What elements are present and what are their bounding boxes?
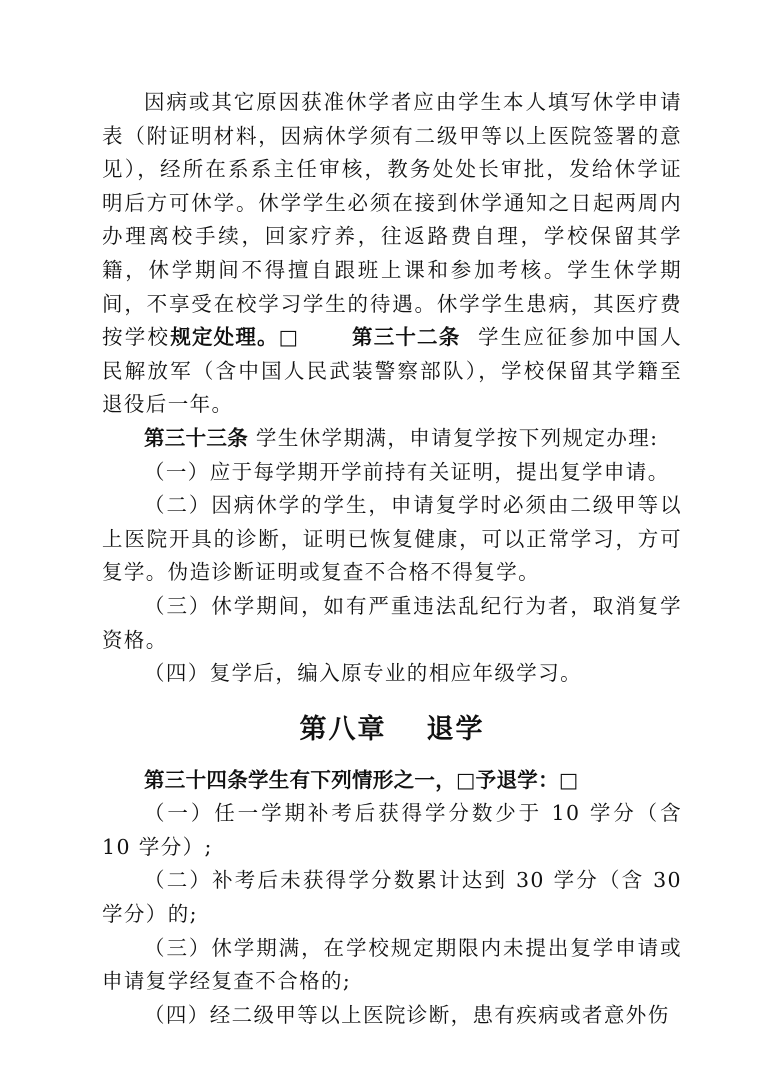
article-34-item-1: （一）任一学期补考后获得学分数少于 10 学分（含 10 学分）; [102, 801, 682, 859]
article-33-item-1: （一）应于每学期开学前持有关证明，提出复学申请。 [144, 459, 670, 484]
article-33-text: 学生休学期满，申请复学按下列规定办理: [255, 425, 659, 450]
article-34-item-2: （二）补考后未获得学分数累计达到 30 学分（含 30 学分）的; [102, 868, 682, 927]
article-34-item-3: （三）休学期满，在学校规定期限内未提出复学申请或申请复学经复查不合格的; [102, 935, 682, 994]
paragraph-suspension-procedure [102, 86, 682, 422]
article-33-item-3: （三）休学期间，如有严重违法乱纪行为者，取消复学资格。 [102, 593, 682, 652]
chapter-heading [102, 710, 682, 750]
article-34-item-4: （四）经二级甲等以上医院诊断，患有疾病或者意外伤 [144, 1002, 670, 1027]
article-32-title: 第三十二条 [351, 325, 461, 350]
suspension-procedure-end: 规定处理。□ [170, 325, 300, 350]
article-33-heading [102, 422, 682, 456]
suspension-procedure-text: 因病或其它原因获准休学者应由学生本人填写休学申请表（附证明材料，因病休学须有二级甲等以上医院签署的意见），经所在系系主任审核，教务处处长审批，发给休学证明后方可休学。休学学生必须在接到休学通知之日起两周内办理离校手续，回家疗养，往返路费自理，学校保留其学籍，休学期间不得擅自跟班上课和参加考核。学生休学期间，不享受在校学习学生的待遇。休学学生患病，其医疗费按学校 [102, 90, 682, 350]
chapter-title: 退学 [426, 713, 485, 745]
article-33-item-2: （二）因病休学的学生，申请复学时必须由二级甲等以上医院开具的诊断，证明已恢复健康，可以正常学习，方可复学。伪造诊断证明或复查不合格不得复学。 [102, 493, 682, 585]
article-34-title: 第三十四条学生有下列情形之一，□予退学：□ [144, 767, 579, 792]
article-33-item-4: （四）复学后，编入原专业的相应年级学习。 [144, 661, 582, 686]
document-page [102, 86, 682, 1032]
article-32-text: 学生应征参加中国人民解放军（含中国人民武装警察部队），学校保留其学籍至退役后一年。 [102, 325, 683, 417]
article-33-title: 第三十三条 [144, 425, 248, 450]
chapter-number: 第八章 [299, 713, 387, 745]
